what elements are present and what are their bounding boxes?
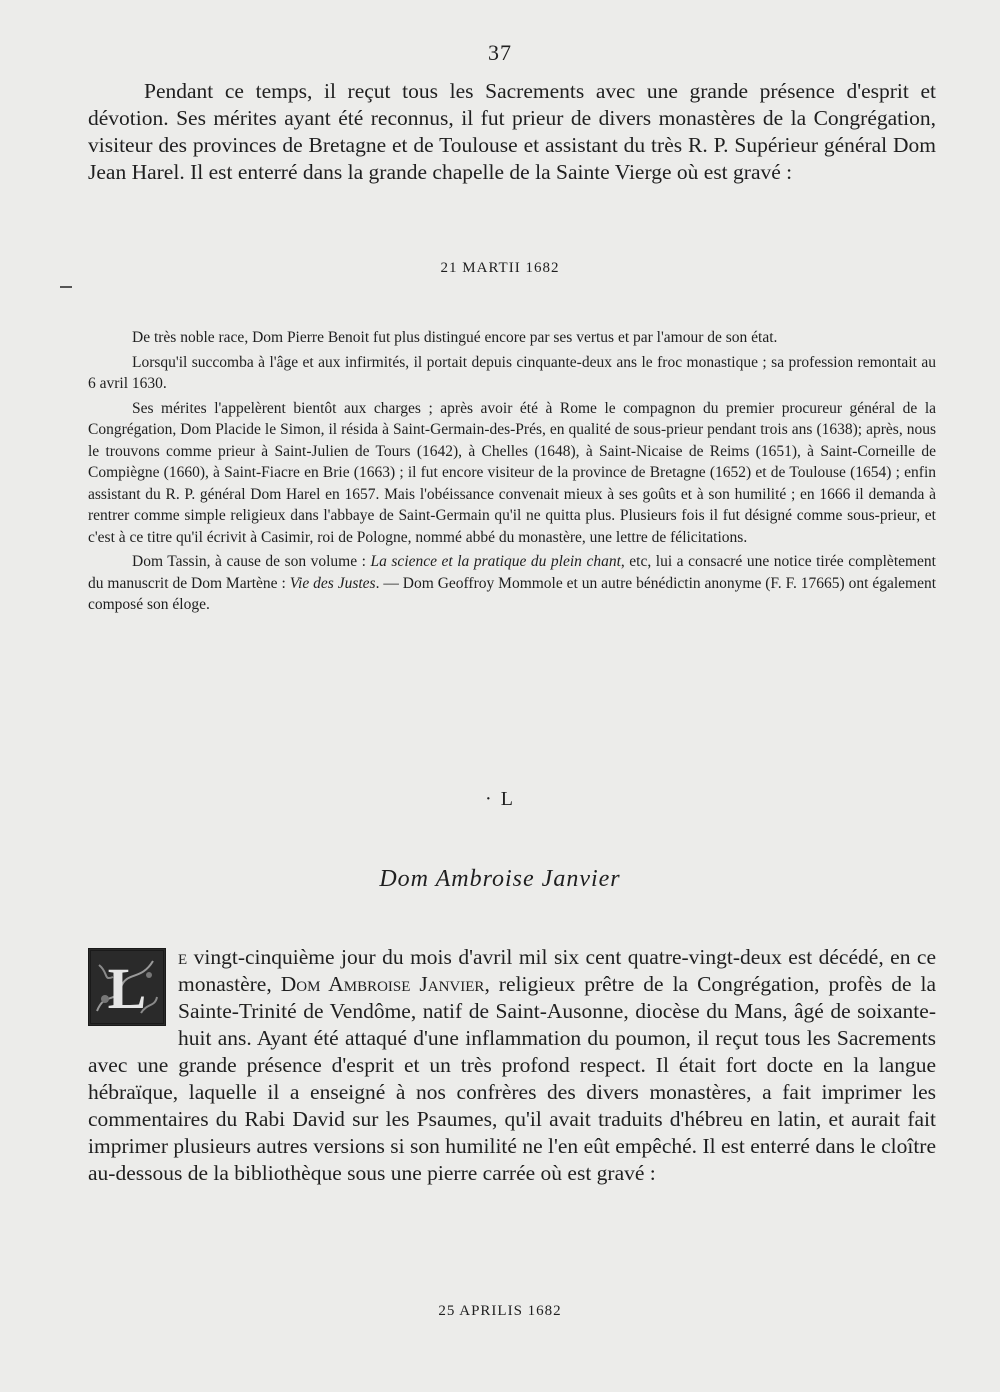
footnote-block: [88, 327, 936, 619]
book-title-vie: Vie des Justes: [289, 574, 376, 592]
epitaph-second: 25 APRILIS 1682: [438, 1303, 562, 1319]
note-paragraph-1: De très noble race, Dom Pierre Benoit fut plus distingué encore par ses vertus et par l'amour de son état.: [132, 329, 778, 346]
epitaph-first: 21 MARTII 1682: [440, 260, 560, 276]
section-number: · L: [485, 788, 515, 810]
top-paragraph: Pendant ce temps, il reçut tous les Sacrements avec une grande présence d'esprit et dévotion. Ses mérites ayant été reconnus, il fut prieur de divers monastères de la Congrégation, visiteur des provinces de Bretagne et de Toulouse et assistant du très R. P. Supérieur général Dom Jean Harel. Il est enterré dans la grande chapelle de la Sainte Vierge où est gravé :: [88, 79, 936, 184]
main-text-2: , religieux prêtre de la Congrégation, profès de la Sainte-Trinité de Vendôme, natif de Saint-Ausonne, diocèse du Mans, âgé de soixante-huit ans. Ayant été attaqué d'une inflammation du poumon, il reçut tous les Sacrements avec une grande présence d'esprit et un très profond respect. Il était fort docte en la langue hébraïque, laquelle il a enseigné à nos confrères des divers monastères, a fait imprimer les commentaires du Rabi David sur les Psaumes, qu'il avait traduits d'hébreu en latin, et aurait fait imprimer plusieurs autres versions si son humilité ne l'en eût empêché. Il est enterré dans le cloître au-dessous de la bibliothèque sous une pierre carrée où est gravé :: [88, 972, 936, 1185]
note-4-text-after: . — Dom Geoffroy Mommole et un autre bénédictin anonyme (F. F. 17665) ont également composé son éloge.: [88, 574, 937, 613]
note-paragraph-3: Ses mérites l'appelèrent bientôt aux charges ; après avoir été à Rome le compagnon du premier procureur général de la Congrégation, Dom Placide le Simon, il résida à Saint-Germain-des-Prés, en qualité de sous-prieur pendant trois ans (1638); après, nous le trouvons comme prieur à Saint-Julien de Tours (1642), à Chelles (1648), à Saint-Nicaise de Reims (1651), à Saint-Corneille de Compiègne (1660), à Saint-Fiacre en Brie (1663) ; il fut encore visiteur de la province de Bretagne (1652) et de Toulouse (1654) ; enfin assistant du R. P. général Dom Harel en 1657. Mais l'obéissance convenait mieux à ses goûts et à son humilité ; en 1666 il demanda à rentrer comme simple religieux dans l'abbaye de Saint-Germain qu'il ne quitta plus. Plusieurs fois il fut désigné comme sous-prieur, et c'est à ce titre qu'il écrivit à Casimir, roi de Pologne, nommé abbé du monastère, une lettre de félicitations.: [88, 399, 936, 546]
section-number-text: L: [500, 788, 515, 810]
main-first-letters: e: [178, 945, 188, 969]
note-4-text-before: Dom Tassin, à cause de son volume :: [132, 553, 371, 570]
page-number: 37: [488, 40, 512, 65]
main-paragraph-block: [88, 944, 936, 1187]
top-paragraph-block: [88, 78, 936, 186]
note-4-text-middle: , etc, lui a consacré une notice tirée complètement du manuscrit de Dom Martène :: [88, 553, 936, 592]
main-text-1: vingt-cinquième jour du mois d'avril mil six cent quatre-vingt-deux est décédé, en ce monastère,: [178, 945, 936, 996]
dropcap-letter: L: [107, 956, 147, 1021]
stray-mark: [60, 286, 72, 288]
monk-name: Dom Ambroise Janvier: [280, 972, 485, 996]
main-paragraph: [88, 944, 936, 1187]
note-paragraph-4: [88, 551, 936, 616]
section-heading: Dom Ambroise Janvier: [379, 866, 621, 892]
book-title-science: La science et la pratique du plein chant: [370, 553, 621, 570]
note-paragraph-2: Lorsqu'il succomba à l'âge et aux infirmités, il portait depuis cinquante-deux ans le froc monastique ; sa profession remontait au 6 avril 1630.: [88, 353, 936, 392]
ornamental-dropcap: [88, 948, 166, 1026]
